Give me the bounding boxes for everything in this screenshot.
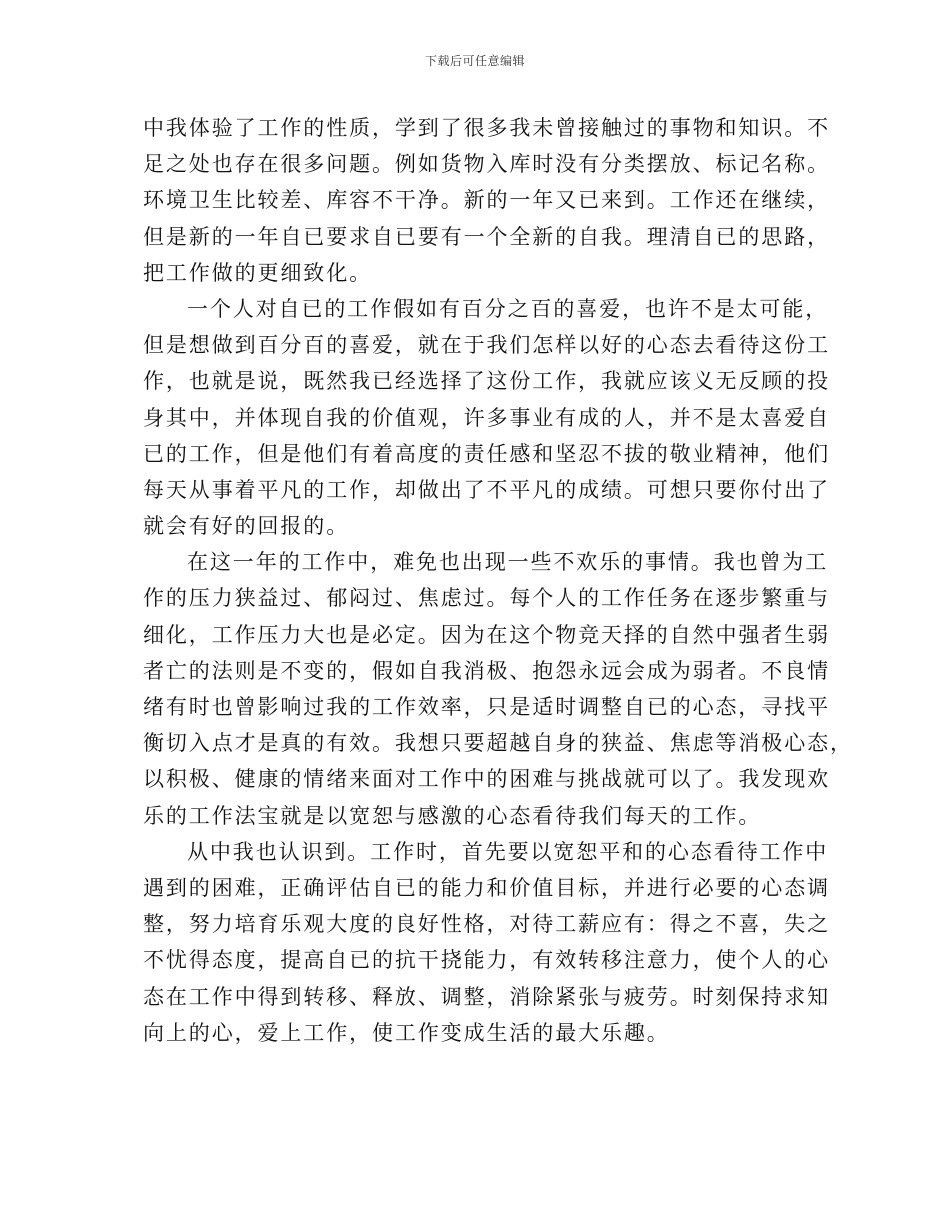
text-line: 从中我也认识到。工作时，首先要以宽恕平和的心态看待工作中 — [187, 839, 829, 864]
text-line: 中我体验了工作的性质，学到了很多我未曾接触过的事物和知识。不 — [143, 116, 830, 140]
document-body — [143, 110, 853, 1051]
text-line: 但是想做到百分百的喜爱，就在于我们怎样以好的心态去看待这份工 — [143, 333, 830, 358]
page-header: 下载后可任意编辑 — [424, 54, 525, 68]
text-line: 作，也就是说，既然我已经选择了这份工作，我就应该义无反顾的投 — [143, 369, 830, 394]
text-line: 整，努力培育乐观大度的良好性格，对待工薪应有：得之不喜，失之 — [143, 912, 830, 937]
text-line: 每天从事着平凡的工作，却做出了不平凡的成绩。可想只要你付出了 — [143, 477, 830, 502]
text-line: 乐的工作法宝就是以宽恕与感激的心态看待我们每天的工作。 — [143, 803, 762, 828]
text-line: 身其中，并体现自我的价值观，许多事业有成的人，并不是太喜爱自 — [143, 405, 830, 430]
text-line: 者亡的法则是不变的，假如自我消极、抱怨永远会成为弱者。不良情 — [143, 658, 830, 683]
text-line: 衡切入点才是真的有效。我想只要超越自身的狭益、焦虑等消极心态， — [143, 731, 853, 756]
text-line: 已的工作，但是他们有着高度的责任感和坚忍不拔的敬业精神，他们 — [143, 441, 830, 466]
text-line: 遇到的困难，正确评估自已的能力和价值目标，并进行必要的心态调 — [143, 875, 830, 900]
paragraph — [143, 834, 830, 1051]
paragraph — [143, 544, 853, 834]
paragraph — [143, 110, 830, 291]
text-line: 但是新的一年自已要求自已要有一个全新的自我。理清自已的思路， — [143, 224, 830, 249]
text-line: 就会有好的回报的。 — [143, 514, 350, 539]
text-line: 向上的心，爱上工作，使工作变成生活的最大乐趣。 — [143, 1020, 670, 1045]
text-line: 一个人对自已的工作假如有百分之百的喜爱，也许不是太可能， — [187, 296, 829, 321]
text-line: 细化，工作压力大也是必定。因为在这个物竞天择的自然中强者生弱 — [143, 622, 830, 647]
text-line: 在这一年的工作中，难免也出现一些不欢乐的事情。我也曾为工 — [187, 550, 829, 575]
text-line: 以积极、健康的情绪来面对工作中的困难与挑战就可以了。我发现欢 — [143, 767, 830, 792]
text-line: 不忧得态度，提高自已的抗干挠能力，有效转移注意力，使个人的心 — [143, 948, 830, 973]
paragraph — [143, 291, 830, 544]
text-line: 绪有时也曾影响过我的工作效率，只是适时调整自已的心态，寻找平 — [143, 695, 830, 719]
text-line: 把工作做的更细致化。 — [143, 260, 372, 285]
text-line: 足之处也存在很多问题。例如货物入库时没有分类摆放、标记名称。 — [143, 152, 830, 177]
text-line: 作的压力狭益过、郁闷过、焦虑过。每个人的工作任务在逐步繁重与 — [143, 586, 830, 611]
text-line: 态在工作中得到转移、释放、调整，消除紧张与疲劳。时刻保持求知 — [143, 984, 830, 1009]
text-line: 环境卫生比较差、库容不干净。新的一年又已来到。工作还在继续， — [143, 188, 830, 213]
